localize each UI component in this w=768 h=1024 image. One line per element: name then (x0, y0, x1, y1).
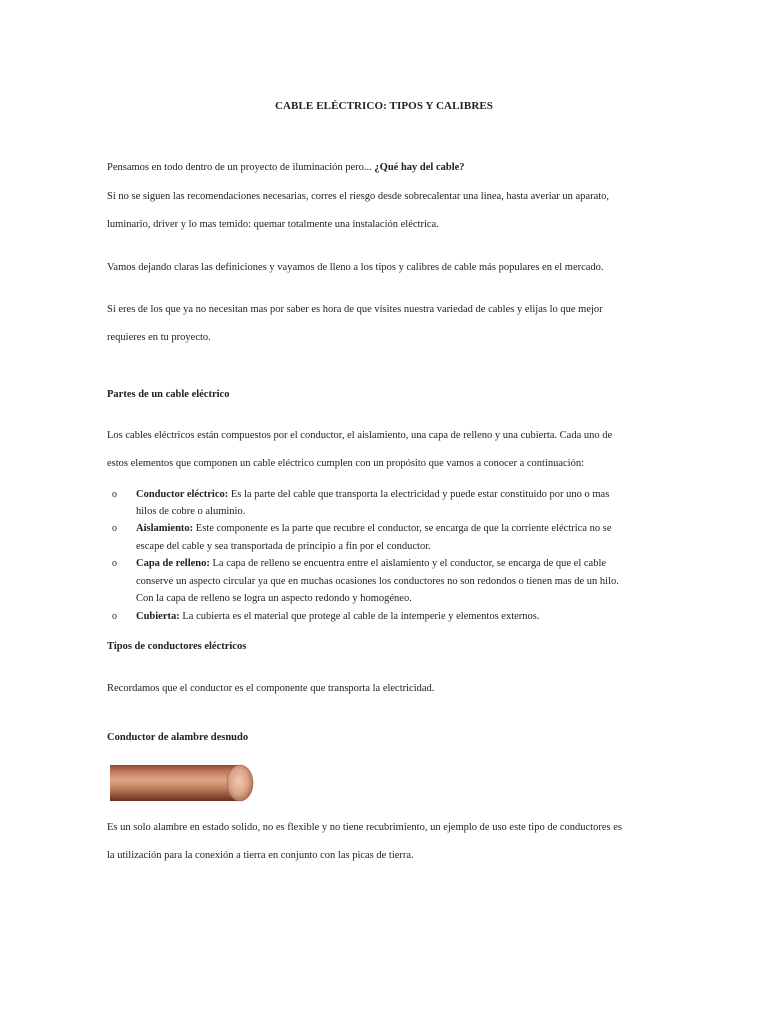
list-item-text: conserve un aspecto circular ya que en muchas ocasiones los conductores no son redondos o tienen mas de un hilo. (136, 576, 619, 587)
bullet-icon: o (112, 523, 117, 534)
intro-line-5: Si eres de los que ya no necesitan mas por saber es hora de que visites nuestra variedad de cables y elijas lo que mejor (107, 304, 603, 315)
list-item-text: hilos de cobre o aluminio. (136, 506, 246, 517)
bullet-icon: o (112, 558, 117, 569)
bullet-icon: o (112, 611, 117, 622)
list-item-text: Con la capa de relleno se logra un aspecto redondo y homogéneo. (136, 593, 412, 604)
intro-line-1-text: Pensamos en todo dentro de un proyecto de iluminación pero... (107, 162, 375, 173)
bare-para-line-2: la utilización para la conexión a tierra en conjunto con las picas de tierra. (107, 850, 414, 861)
bare-copper-wire-image (110, 762, 256, 804)
parts-para-line-2: estos elementos que componen un cable eléctrico cumplen con un propósito que vamos a conocer a continuación: (107, 458, 585, 469)
heading-parts: Partes de un cable eléctrico (107, 389, 230, 400)
list-item-text: La capa de relleno se encuentra entre el aislamiento y el conductor, se encarga de que el cable (209, 558, 607, 569)
heading-bare-wire: Conductor de alambre desnudo (107, 732, 249, 743)
intro-line-4: Vamos dejando claras las definiciones y vayamos de lleno a los tipos y calibres de cable más populares en el mercado. (107, 262, 604, 273)
list-item-term: Capa de relleno: (136, 558, 210, 569)
intro-line-6: requieres en tu proyecto. (107, 332, 211, 343)
list-item-cubierta (136, 610, 540, 624)
list-item-conductor (136, 488, 609, 502)
bare-para-line-1: Es un solo alambre en estado solido, no es flexible y no tiene recubrimiento, un ejemplo de uso este tipo de conductores es (107, 822, 622, 833)
list-item-text: Este componente es la parte que recubre el conductor, se encarga de que la corriente eléctrica no se (193, 523, 612, 534)
document-title: CABLE ELÉCTRICO: TIPOS Y CALIBRES (274, 100, 494, 112)
list-item-text: Es la parte del cable que transporta la electricidad y puede estar constituido por uno o mas (228, 489, 610, 500)
list-item-term: Aislamiento: (136, 523, 194, 534)
intro-line-2: Si no se siguen las recomendaciones necesarias, corres el riesgo desde sobrecalentar una linea, hasta averiar un aparato, (107, 191, 610, 202)
list-item-text: La cubierta es el material que protege al cable de la intemperie y elementos externos. (179, 611, 540, 622)
list-item-term: Cubierta: (136, 611, 180, 622)
list-item-term: Conductor eléctrico: (136, 489, 229, 500)
types-para: Recordamos que el conductor es el componente que transporta la electricidad. (107, 683, 435, 694)
list-item-text: escape del cable y sea transportada de principio a fin por el conductor. (136, 541, 431, 552)
heading-types: Tipos de conductores eléctricos (107, 641, 247, 652)
intro-line-3: luminario, driver y lo mas temido: quemar totalmente una instalación eléctrica. (107, 219, 439, 230)
bullet-icon: o (112, 489, 117, 500)
intro-question: ¿Qué hay del cable? (374, 162, 465, 173)
list-item-capa-relleno (136, 557, 606, 571)
intro-line-1 (107, 161, 465, 175)
list-item-aislamiento (136, 522, 611, 536)
parts-para-line-1: Los cables eléctricos están compuestos por el conductor, el aislamiento, una capa de relleno y una cubierta. Cada uno de (107, 430, 613, 441)
